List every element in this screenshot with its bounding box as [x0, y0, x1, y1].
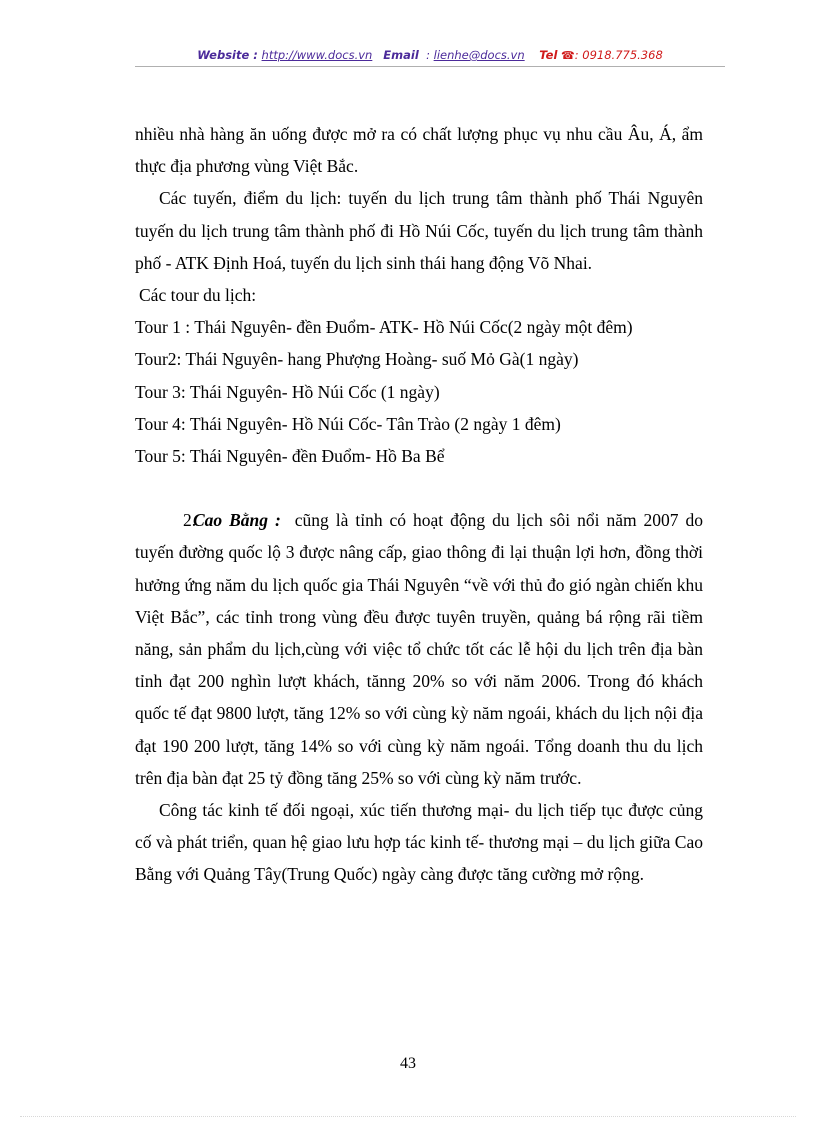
section-title: Cao Bằng :: [193, 510, 281, 531]
page-header: [135, 48, 725, 67]
website-link[interactable]: http://www.docs.vn: [261, 48, 373, 62]
section-2-paragraph: [135, 504, 703, 794]
paragraph-tuyen-diem: Các tuyến, điểm du lịch: tuyến du lịch trung tâm thành phố Thái Nguyên tuyến du lịch trung tâm thành phố đi Hồ Núi Cốc, tuyến du lịch trung tâm thành phố - ATK Định Hoá, tuyến du lịch sinh thái hang động Võ Nhai.: [135, 188, 703, 273]
tel-value: : 0918.775.368: [574, 48, 663, 62]
website-label: Website :: [197, 48, 258, 62]
paragraph-amthuc: nhiều nhà hàng ăn uống được mở ra có chất lượng phục vụ nhu cầu Âu, Á, ẩm thực địa phương vùng Việt Bắc.: [135, 124, 703, 177]
section-2-text: cũng là tỉnh có hoạt động du lịch sôi nổi năm 2007 do tuyến đường quốc lộ 3 được nâng cấp, giao thông đi lại thuận lợi hơn, đồng thời hưởng ứng năm du lịch quốc gia Thái Nguyên “về với thủ đo gió ngàn chiến khu Việt Bắc”, các tỉnh trong vùng đều được tuyên truyền, quảng bá rộng rãi tiềm năng, sản phẩm du lịch,cùng với việc tổ chức tốt các lễ hội du lịch trên địa bàn tỉnh đạt 200 nghìn lượt khách, tănng 20% so với năm 2006. Trong đó khách quốc tế đạt 9800 lượt, tăng 12% so với cùng kỳ năm ngoái, khách du lịch nội địa đạt 190 200 lượt, tăng 14% so với cùng kỳ năm ngoái. Tổng doanh thu du lịch trên địa bàn đạt 25 tỷ đồng tăng 25% so với cùng kỳ năm trước.: [135, 510, 704, 788]
document-body: [135, 118, 703, 891]
page-number: 43: [400, 1055, 416, 1072]
tour-item-4: Tour 4: Thái Nguyên- Hồ Núi Cốc- Tân Trào (2 ngày 1 đêm): [135, 413, 561, 434]
section-number: 2.: [183, 510, 197, 531]
tour-item-3: Tour 3: Thái Nguyên- Hồ Núi Cốc (1 ngày): [135, 381, 440, 402]
tel-label: Tel: [539, 48, 558, 62]
tour-item-2: Tour2: Thái Nguyên- hang Phượng Hoàng- suố Mỏ Gà(1 ngày): [135, 349, 579, 370]
paragraph-doi-ngoai: Công tác kinh tế đối ngoại, xúc tiến thương mại- du lịch tiếp tục được củng cố và phát triển, quan hệ giao lưu hợp tác kinh tế- thương mại – du lịch giữa Cao Bằng với Quảng Tây(Trung Quốc) ngày càng được tăng cường mở rộng.: [135, 800, 703, 885]
tour-item-1: Tour 1 : Thái Nguyên- đền Đuổm- ATK- Hồ Núi Cốc(2 ngày một đêm): [135, 317, 633, 338]
section-gap: [135, 472, 703, 504]
header-divider: [135, 66, 725, 67]
email-separator: :: [426, 48, 430, 62]
footer-divider: [20, 1116, 796, 1117]
paragraph-tour-heading: Các tour du lịch:: [139, 285, 257, 306]
email-label: Email: [383, 48, 419, 62]
phone-icon: ☎: [561, 49, 575, 62]
tour-item-5: Tour 5: Thái Nguyên- đền Đuổm- Hồ Ba Bể: [135, 446, 445, 467]
email-link[interactable]: lienhe@docs.vn: [433, 48, 525, 62]
